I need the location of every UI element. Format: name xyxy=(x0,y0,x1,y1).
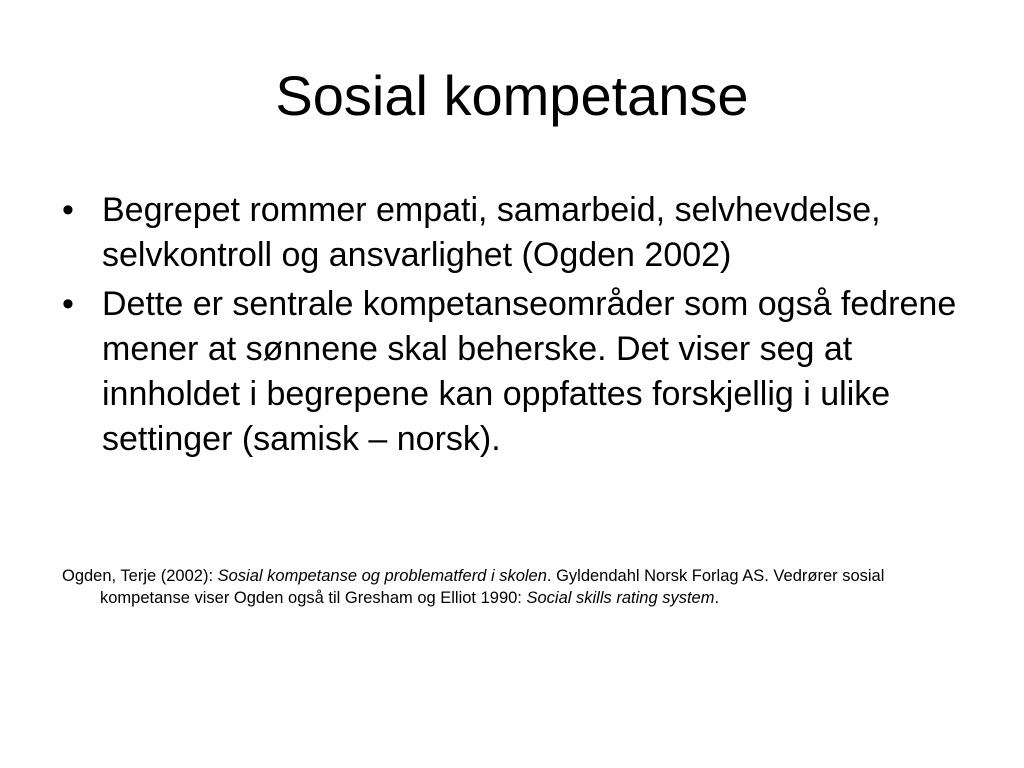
bullet-marker: • xyxy=(62,285,74,323)
bullet-item xyxy=(58,188,978,278)
slide-title: Sosial kompetanse xyxy=(275,64,749,127)
bullet-list xyxy=(58,188,978,466)
bullet-text: Begrepet rommer empati, samarbeid, selvhevdelse, selvkontroll og ansvarlighet (Ogden 2002) xyxy=(102,191,881,274)
reference-author: Ogden, Terje (2002): xyxy=(62,567,218,585)
bullet-marker: • xyxy=(62,191,74,229)
bullet-text: Dette er sentrale kompetanseområder som også fedrene mener at sønnene skal beherske. Det viser seg at innholdet i begrepene kan oppfattes forskjellig i ulike settinger (samisk – norsk). xyxy=(102,285,957,458)
reference-end: . xyxy=(714,589,720,607)
bullet-item xyxy=(58,282,978,462)
reference-note xyxy=(62,565,970,609)
reference-book-title: Sosial kompetanse og problematferd i skolen xyxy=(217,567,547,585)
reference-system-title: Social skills rating system xyxy=(526,589,715,607)
reference-publisher: . Gyldendahl Norsk Forlag AS. Vedrører sosial kompetanse viser Ogden også til Gresham og Elliot 1990: xyxy=(100,567,885,607)
